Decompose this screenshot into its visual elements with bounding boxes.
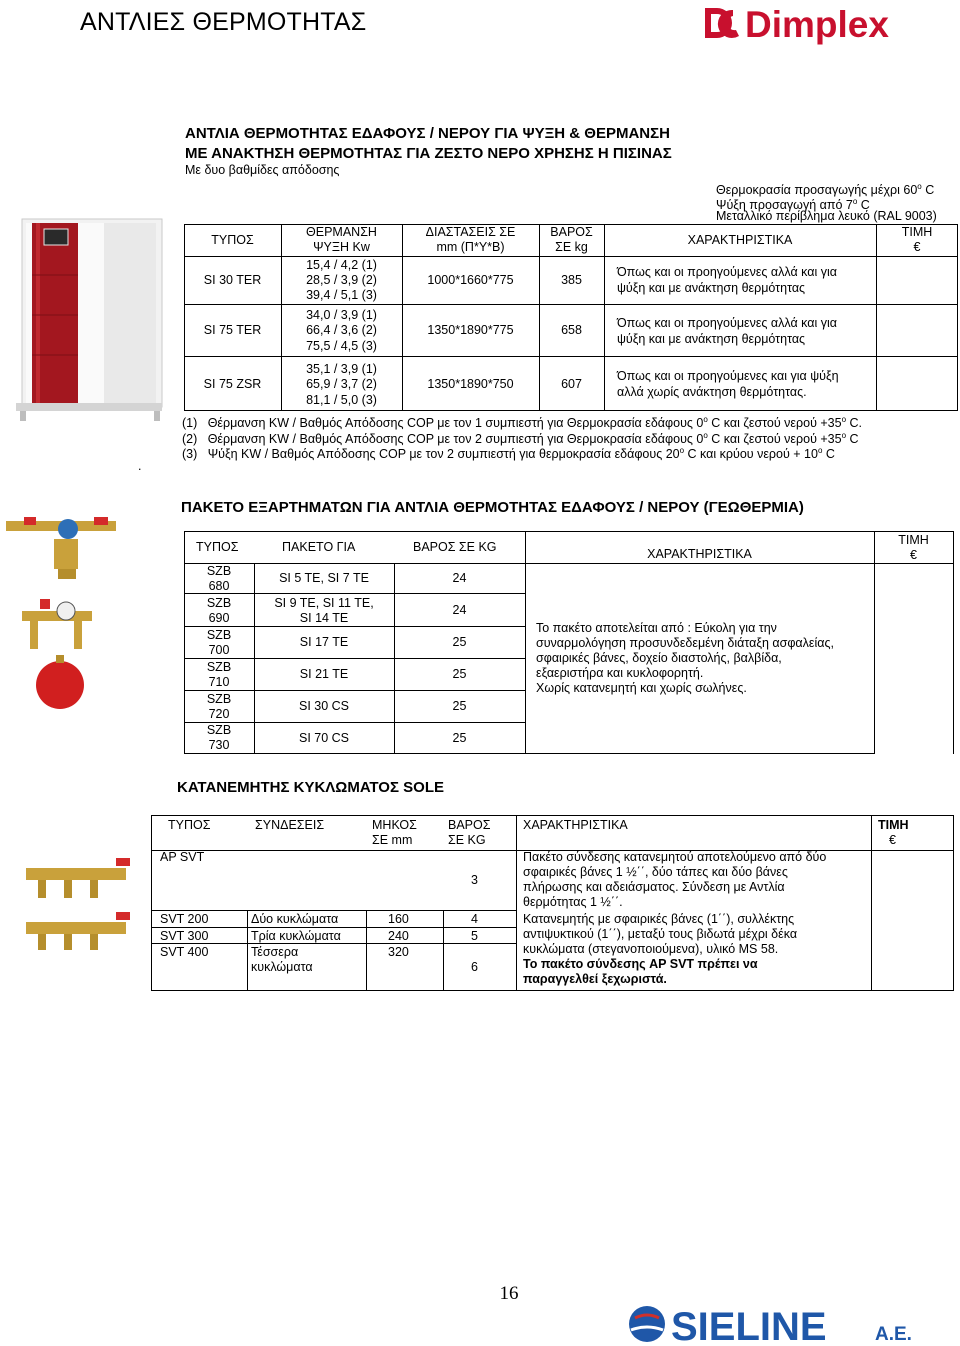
t2-row5-type: SZB 730 (206, 723, 232, 752)
t1-header-weight-1: ΒΑΡΟΣ (550, 225, 593, 239)
t2-row1-pack: SI 9 TE, SI 11 TE, SI 14 TE (274, 596, 374, 625)
t1-header-dims-1: ΔΙΑΣΤΑΣΕΙΣ ΣΕ (425, 225, 516, 239)
section1-title-line2: ΜΕ ΑΝΑΚΤΗΣΗ ΘΕΡΜΟΤΗΤΑΣ ΓΙΑ ΖΕΣΤΟ ΝΕΡΟ ΧΡΗΣΗΣ Η ΠΙΣΙΝΑΣ (185, 145, 672, 162)
t1-row2-weight: 607 (561, 377, 582, 391)
t1-row2-f1: Όπως και οι προηγούμενες και για ψύξη (617, 369, 839, 383)
sieline-logo-text: SIELINE (671, 1305, 827, 1346)
t2-row2-type: SZB 700 (206, 628, 232, 657)
t1-row0-h2: 28,5 / 3,9 (2) (306, 273, 377, 287)
t2-row3-pack: SI 21 TE (299, 667, 349, 681)
t3-row2-weight: 5 (471, 929, 478, 943)
t3-row1-len: 160 (388, 912, 409, 926)
t1-row0-h1: 15,4 / 4,2 (1) (306, 258, 377, 272)
t1-header-dims-2: mm (Π*Υ*Β) (436, 240, 505, 254)
t3-features-b: Κατανεμητής με σφαιρικές βάνες (1΄΄), συλλέκτης αντιψυκτικού (1΄΄), μεταξύ τους βιδωτά μέχρι δέκα κυκλώματα (στεγανοποιούμενα), υλικό MS 58. Το πακέτο σύνδεσης AP SVT πρέπει να παραγγελθεί ξεχωριστά. (523, 912, 798, 986)
t2-row4-weight: 25 (452, 699, 467, 713)
t3-header-price-1: ΤΙΜΗ (878, 818, 909, 832)
section2-title: ΠΑΚΕΤΟ ΕΞΑΡΤΗΜΑΤΩΝ ΓΙΑ ΑΝΤΛΙΑ ΘΕΡΜΟΤΗΤΑΣ ΕΔΑΦΟΥΣ / ΝΕΡΟΥ (ΓΕΩΘΕΡΜΙΑ) (181, 499, 804, 516)
dimplex-logo-text: Dimplex (745, 4, 889, 45)
t1-header-price-2: € (913, 240, 921, 254)
t1-row1-h1: 34,0 / 3,9 (1) (306, 308, 377, 322)
page-title: ΑΝΤΛΙΕΣ ΘΕΡΜΟΤΗΤΑΣ (80, 8, 367, 36)
t1-row1-h2: 66,4 / 3,6 (2) (306, 323, 377, 337)
t3-header-features: ΧΑΡΑΚΤΗΡΙΣΤΙΚΑ (523, 818, 628, 832)
t1-header-weight-2: ΣΕ kg (555, 240, 588, 254)
t1-header-heating-1: ΘΕΡΜΑΝΣΗ (306, 225, 377, 239)
pump-group-photo (2, 515, 132, 715)
t1-row2-dims: 1350*1890*750 (427, 377, 514, 391)
t1-row0-f2: ψύξη και με ανάκτηση θερμότητας (617, 281, 806, 295)
note-2: (2) Θέρμανση KW / Βαθμός Απόδοσης COP με τον 2 συμπιεστή για Θερμοκρασία εδάφους $0^o$ C και ζεστού $\nu\varepsilon\rho oύ +35^o$ C (182, 431, 859, 447)
t1-row0-dims: 1000*1660*775 (427, 273, 514, 287)
t3-row3-conn: Τέσσερα κυκλώματα (251, 945, 313, 974)
spec-line-3: Μεταλλικό περίβλημα λευκό (RAL 9003) (716, 209, 937, 223)
spec-line-2: Ψύξη προσαγωγή από $7^o$ C (716, 197, 870, 213)
spec-line-1: Θερμοκρασία προσαγωγής μέχρι $60^o$ C (716, 182, 935, 198)
t3-row0-type: AP SVT (160, 850, 205, 864)
t1-row0-f1: Όπως και οι προηγούμενες αλλά και για (617, 265, 837, 279)
t1-header-features: ΧΑΡΑΚΤΗΡΙΣΤΙΚΑ (687, 233, 793, 247)
dimplex-logo (703, 2, 913, 46)
t3-header-conn: ΣΥΝΔΕΣΕΙΣ (255, 818, 325, 832)
t1-row1-h3: 75,5 / 4,5 (3) (306, 339, 377, 353)
t3-row2-type: SVT 300 (160, 929, 209, 943)
t3-header-weight-1: ΒΑΡΟΣ (448, 818, 491, 832)
t1-row2-h1: 35,1 / 3,9 (1) (306, 362, 377, 376)
t1-row1-dims: 1350*1890*775 (427, 323, 514, 337)
t1-row2-h2: 65,9 / 3,7 (2) (306, 377, 377, 391)
heat-pump-photo (8, 215, 168, 427)
t2-row1-type: SZB 690 (206, 596, 232, 625)
sieline-logo-mark (629, 1306, 665, 1342)
t2-header-price-2: € (910, 548, 917, 562)
t1-row1-weight: 658 (561, 323, 582, 337)
t1-row0-type: SI 30 TER (203, 273, 262, 287)
t3-row3-weight: 6 (471, 960, 478, 974)
t1-header-type: ΤΥΠΟΣ (211, 233, 254, 247)
t1-row2-f2: αλλά χωρίς ανάκτηση θερμότητας. (617, 385, 807, 399)
sieline-logo-suffix: A.E. (875, 1324, 912, 1345)
t1-row1-type: SI 75 TER (203, 323, 262, 337)
t3-header-len-1: ΜΗΚΟΣ (372, 818, 417, 832)
t2-row5-pack: SI 70 CS (298, 731, 350, 745)
t3-header-type: ΤΥΠΟΣ (168, 818, 211, 832)
t1-row2-h3: 81,1 / 5,0 (3) (306, 393, 377, 407)
t3-row2-conn: Τρία κυκλώματα (251, 929, 341, 943)
t2-features: Το πακέτο αποτελείται από : Εύκολη για την συναρμολόγηση προσυνδεδεμένη διάταξη ασφαλείας, σφαιρικές βάνες, δοχείο διαστολής, βαλβίδα, εξαεριστήρα και κυκλοφορητή. Χωρίς κατανεμητή και χωρίς σωλήνες. (536, 621, 834, 695)
t3-row2-len: 240 (388, 929, 409, 943)
t2-header-features: ΧΑΡΑΚΤΗΡΙΣΤΙΚΑ (647, 547, 752, 561)
sieline-logo (625, 1302, 925, 1346)
t2-row2-pack: SI 17 TE (299, 635, 349, 649)
t3-header-len-2: ΣΕ mm (372, 833, 413, 847)
dimplex-logo-mark (705, 8, 739, 38)
t3-row3-type: SVT 400 (160, 945, 209, 959)
t3-row3-len: 320 (388, 945, 409, 959)
t3-row1-conn: Δύο κυκλώματα (251, 912, 339, 926)
t1-header-price-1: ΤΙΜΗ (901, 225, 933, 239)
t3-features-a: Πακέτο σύνδεσης κατανεμητού αποτελούμενο από δύο σφαιρικές βάνες 1 ½΄΄, δύο τάπες και δύο βάνες πλήρωσης και αδειάσματος. Σύνδεση με Αντλία θερμότητας 1 ½΄΄. (523, 850, 827, 909)
t3-row1-weight: 4 (471, 912, 478, 926)
t1-row1-f1: Όπως και οι προηγούμενες αλλά και για (617, 316, 837, 330)
note-3: (3) Ψύξη KW / Βαθμός Απόδοσης COP με τον 2 συμπιεστή για θερμοκρασία εδάφους $20^o$ C και κρύου $\nu\varepsilon\rho oύ + 10^o$ C (182, 446, 835, 462)
t3-row0-weight: 3 (471, 873, 478, 887)
t1-row0-h3: 39,4 / 5,1 (3) (306, 288, 377, 302)
t2-header-price-1: ΤΙΜΗ (898, 533, 929, 547)
t2-row3-type: SZB 710 (206, 660, 232, 689)
t1-header-heating-2: ΨΥΞΗ Kw (313, 240, 370, 254)
note-1: (1) Θέρμανση KW / Βαθμός Απόδοσης COP με τον 1 συμπιεστή για Θερμοκρασία εδάφους $0^o$ C και ζεστού $\nu\varepsilon\rho oύ +35^o$ C. (182, 415, 863, 431)
t3-header-price-2: € (889, 833, 896, 847)
t1-row0-weight: 385 (561, 273, 582, 287)
t2-header-pack: ΠΑΚΕΤΟ ΓΙΑ (282, 540, 356, 554)
t1-row1-f2: ψύξη και με ανάκτηση θερμότητας (617, 332, 806, 346)
t2-row0-pack: SI 5 TE, SI 7 TE (279, 571, 369, 585)
t2-row1-weight: 24 (452, 603, 467, 617)
t3-row1-type: SVT 200 (160, 912, 209, 926)
section1-subtitle: Με δυο βαθμίδες απόδοσης (185, 163, 340, 177)
t2-row3-weight: 25 (452, 667, 467, 681)
page-number: 16 (499, 1283, 519, 1304)
t2-row4-type: SZB 720 (206, 692, 232, 721)
section1-title-line1: ΑΝΤΛΙΑ ΘΕΡΜΟΤΗΤΑΣ ΕΔΑΦΟΥΣ / ΝΕΡΟΥ ΓΙΑ ΨΥΞΗ & ΘΕΡΜΑΝΣΗ (185, 125, 670, 142)
stray-dot: . (138, 459, 142, 473)
t3-header-weight-2: ΣΕ KG (448, 833, 486, 847)
t2-row5-weight: 25 (452, 731, 467, 745)
manifold-photo (20, 848, 140, 953)
t2-row2-weight: 25 (452, 635, 467, 649)
t2-header-weight: ΒΑΡΟΣ ΣΕ KG (413, 540, 497, 554)
t2-row0-weight: 24 (452, 571, 467, 585)
section3-title: ΚΑΤΑΝΕΜΗΤΗΣ ΚΥΚΛΩΜΑΤΟΣ SOLE (177, 779, 444, 796)
t2-row4-pack: SI 30 CS (298, 699, 350, 713)
t2-header-type: ΤΥΠΟΣ (196, 540, 239, 554)
t1-row2-type: SI 75 ZSR (203, 377, 262, 391)
t2-row0-type: SZB 680 (206, 564, 232, 593)
